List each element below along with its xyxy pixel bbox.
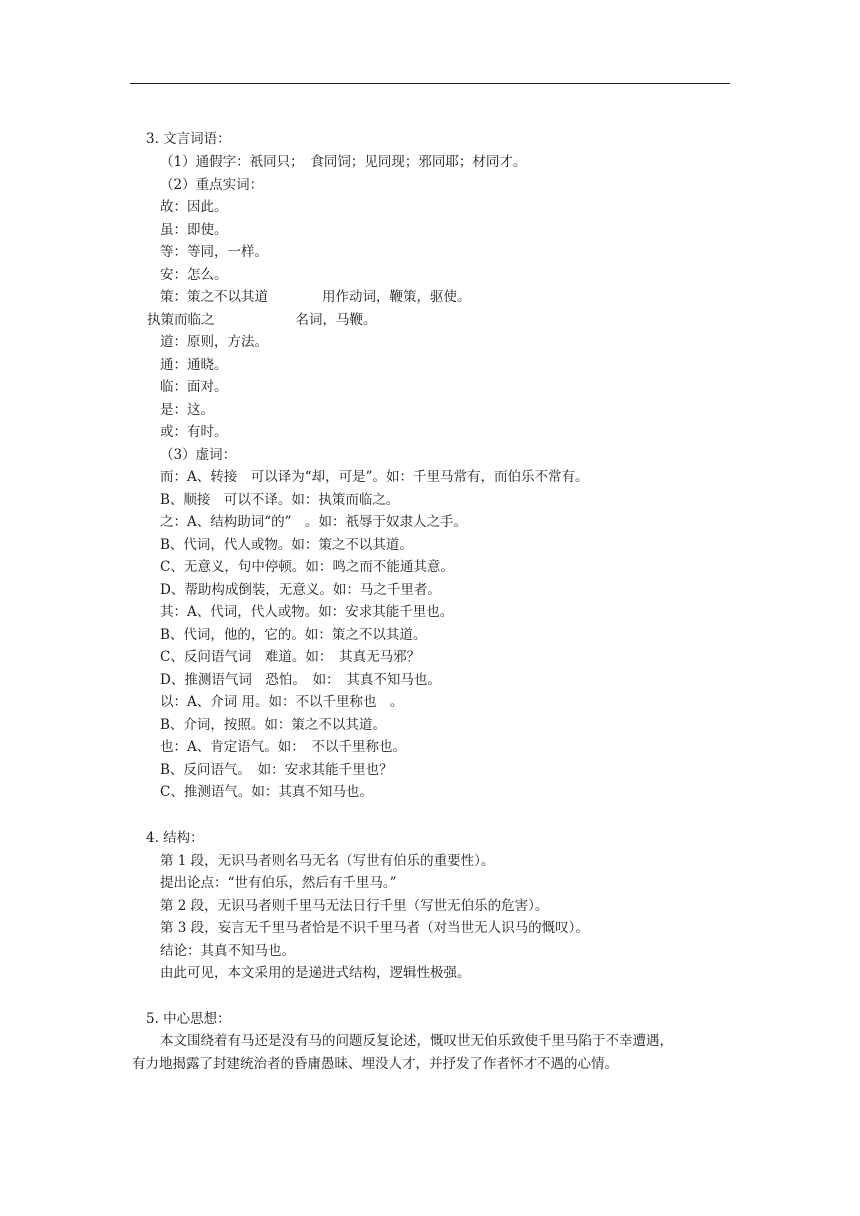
xuci-item: 也：A、肯定语气。如： 不以千里称也。: [160, 739, 406, 755]
summary-line: 有力地揭露了封建统治者的昏庸愚昧、埋没人才，并抒发了作者怀才不遇的心情。: [132, 1056, 618, 1072]
shici-item: 等：等同，一样。: [160, 244, 268, 260]
shici-item: 策：策之不以其道 用作动词，鞭策，驱使。: [160, 289, 471, 305]
section-3-heading: 3. 文言词语：: [146, 131, 231, 147]
summary-line: 本文围绕着有马还是没有马的问题反复论述，慨叹世无伯乐致使千里马陷于不幸遭遇，: [160, 1033, 673, 1049]
structure-line: 第 1 段，无识马者则名马无名（写世有伯乐的重要性）。: [160, 853, 495, 869]
section-5-heading: 5. 中心思想：: [146, 1011, 231, 1027]
shici-heading: （2）重点实词：: [160, 177, 264, 193]
xuci-item: D、推测语气词 恐怕。 如： 其真不知马也。: [160, 672, 441, 688]
shici-item: 通：通晓。: [160, 357, 228, 373]
xuci-heading: （3）虚词：: [160, 447, 237, 463]
section-4-heading: 4. 结构：: [146, 830, 204, 846]
structure-line: 由此可见，本文采用的是递进式结构，逻辑性极强。: [160, 965, 471, 981]
xuci-item: 以：A、介词 用。如：不以千里称也 。: [160, 694, 404, 710]
xuci-item: 而：A、转接 可以译为“却，可是”。如：千里马常有，而伯乐不常有。: [160, 469, 589, 485]
structure-line: 提出论点：“世有伯乐，然后有千里马。”: [160, 875, 397, 891]
shici-item: 临：面对。: [160, 379, 228, 395]
shici-item: 虽：即使。: [160, 222, 228, 238]
xuci-item: B、代词，代人或物。如：策之不以其道。: [160, 537, 413, 553]
tongjia-line: （1）通假字：祇同只； 食同饲；见同现；邪同耶；材同才。: [160, 154, 527, 170]
shici-item: 或：有时。: [160, 424, 228, 440]
header-rule: [130, 83, 730, 84]
xuci-item: C、推测语气。如：其真不知马也。: [160, 784, 373, 800]
xuci-item: 之：A、结构助词“的” 。如：祇辱于奴隶人之手。: [160, 514, 468, 530]
shici-item: 故：因此。: [160, 199, 228, 215]
xuci-item: C、无意义，句中停顿。如：鸣之而不能通其意。: [160, 559, 454, 575]
structure-line: 第 2 段，无识马者则千里马无法日行千里（写世无伯乐的危害）。: [160, 898, 549, 914]
shici-item: 是：这。: [160, 402, 214, 418]
xuci-item: B、顺接 可以不译。如：执策而临之。: [160, 492, 400, 508]
xuci-item: D、帮助构成倒装，无意义。如：马之千里者。: [160, 582, 441, 598]
xuci-item: B、介词，按照。如：策之不以其道。: [160, 717, 386, 733]
xuci-item: B、代词，他的，它的。如：策之不以其道。: [160, 627, 427, 643]
xuci-item: B、反问语气。 如：安求其能千里也？: [160, 762, 393, 778]
shici-item: 道：原则，方法。: [160, 334, 268, 350]
xuci-item: C、反问语气词 难道。如： 其真无马邪？: [160, 649, 421, 665]
shici-item: 执策而临之 名词，马鞭。: [147, 312, 377, 328]
shici-item: 安：怎么。: [160, 267, 228, 283]
structure-line: 结论：其真不知马也。: [160, 943, 295, 959]
structure-line: 第 3 段，妄言无千里马者恰是不识千里马者（对当世无人识马的慨叹）。: [160, 920, 589, 936]
xuci-item: 其：A、代词，代人或物。如：安求其能千里也。: [160, 604, 454, 620]
